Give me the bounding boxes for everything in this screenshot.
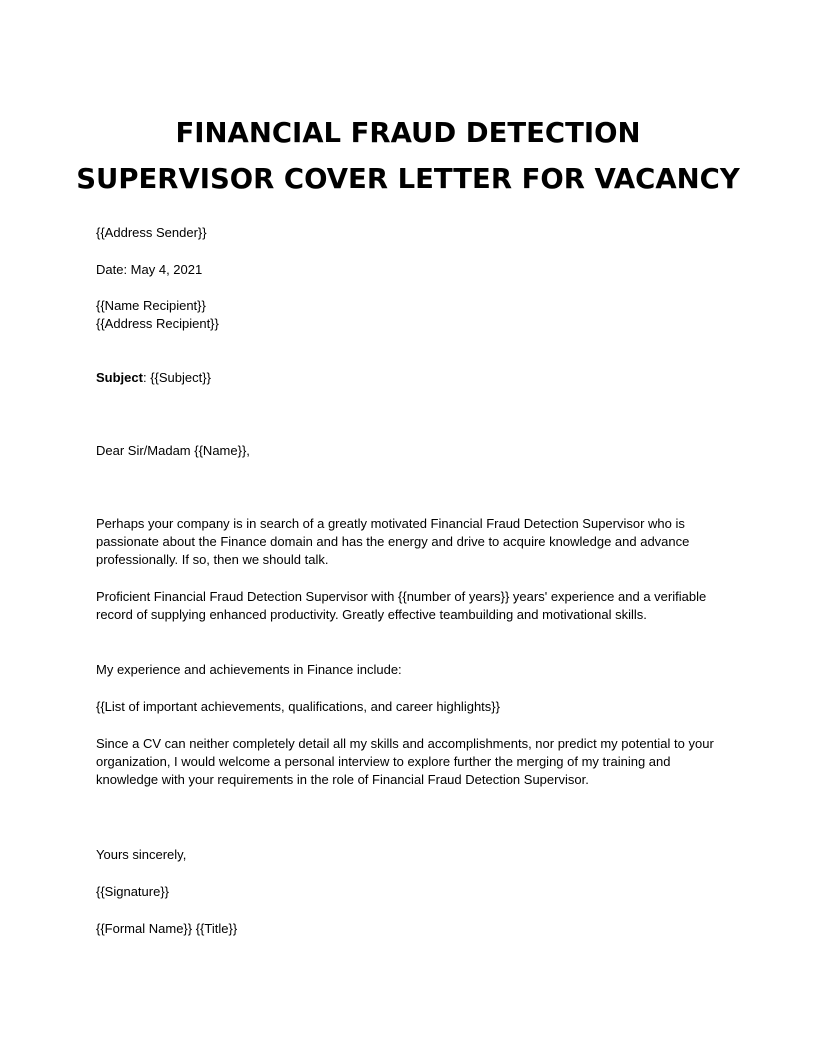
salutation: Dear Sir/Madam {{Name}},	[96, 443, 250, 458]
sender-address: {{Address Sender}}	[96, 225, 207, 240]
document-title-line-2: SUPERVISOR COVER LETTER FOR VACANCY	[76, 163, 740, 195]
closing: Yours sincerely,	[96, 847, 187, 862]
recipient-address: {{Address Recipient}}	[96, 316, 219, 331]
subject-value: : {{Subject}}	[142, 370, 211, 385]
recipient-name: {{Name Recipient}}	[96, 298, 206, 313]
paragraph-intro: Perhaps your company is in search of a greatly motivated Financial Fraud Detection Supervisor who is passionate about the Finance domain and has the energy and drive to acquire knowledge and advance professionally. If so, then we should talk.	[96, 516, 690, 567]
achievements-placeholder: {{List of important achievements, qualifications, and career highlights}}	[96, 699, 500, 714]
formal-name-title: {{Formal Name}} {{Title}}	[96, 921, 238, 936]
signature: {{Signature}}	[96, 884, 170, 899]
subject-label: Subject	[96, 370, 143, 385]
paragraph-interview: Since a CV can neither completely detail all my skills and accomplishments, nor predict my potential to your organization, I would welcome a personal interview to explore further the merging of my training and knowledge with your requirements in the role of Financial Fraud Detection Supervisor.	[96, 736, 714, 787]
paragraph-achievements-intro: My experience and achievements in Finance include:	[96, 662, 402, 677]
subject-line	[96, 369, 736, 387]
paragraph-experience: Proficient Financial Fraud Detection Supervisor with {{number of years}} years' experience and a verifiable record of supplying enhanced productivity. Greatly effective teambuilding and motivational skills.	[96, 589, 707, 622]
letter-date: Date: May 4, 2021	[96, 262, 203, 277]
document-title-line-1: FINANCIAL FRAUD DETECTION	[175, 117, 641, 149]
